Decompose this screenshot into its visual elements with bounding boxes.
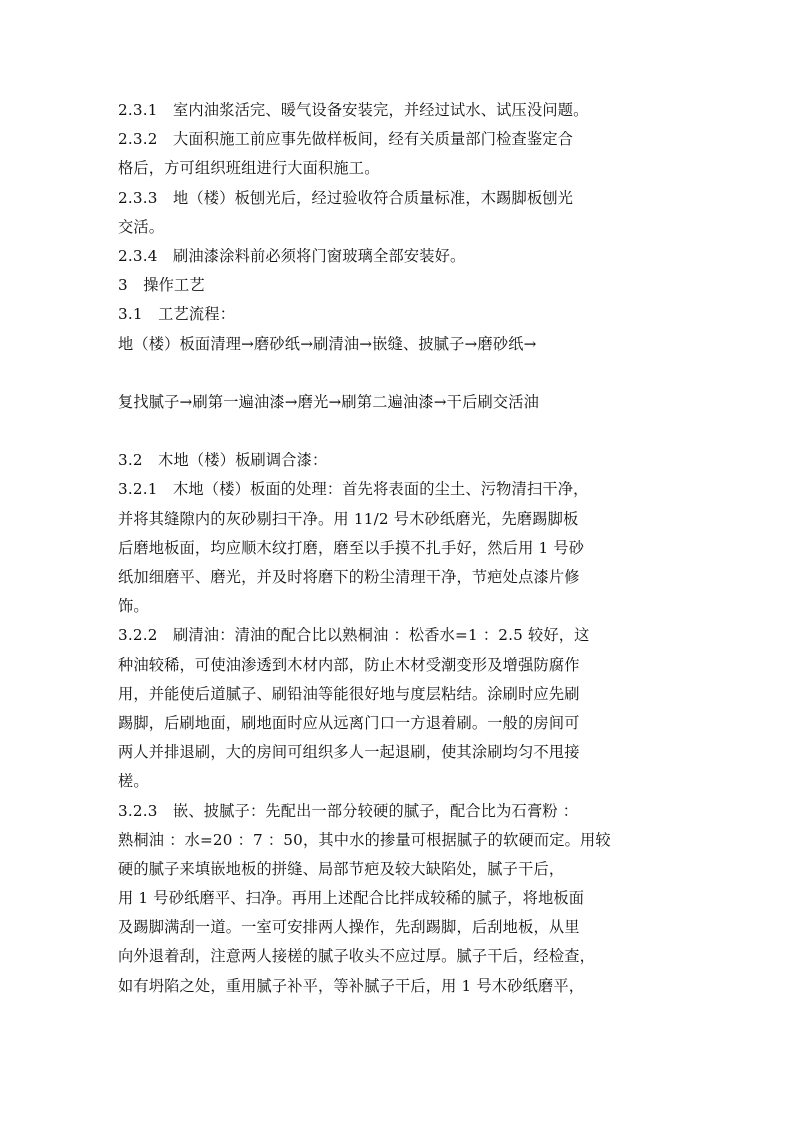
text-line: 熟桐油 ：水=20 ：7 ：50，其中水的掺量可根据腻子的软硬而定。用较 bbox=[118, 830, 611, 849]
text-line: 交活。 bbox=[118, 217, 165, 236]
section-heading: 3 操作工艺 bbox=[118, 276, 205, 295]
text-line: 两人并排退刷，大的房间可组织多人一起退刷，使其涂刷均匀不甩接 bbox=[118, 743, 580, 762]
text-line: 3.2.3 嵌、披腻子：先配出一部分较硬的腻子，配合比为石膏粉 ： bbox=[118, 801, 579, 820]
text-line: 及踢脚满刮一道。一室可安排两人操作，先刮踢脚，后刮地板，从里 bbox=[118, 918, 580, 937]
subsection-heading: 3.1 工艺流程： bbox=[118, 305, 236, 324]
text-line: 种油较稀，可使油渗透到木材内部，防止木材受潮变形及增强防腐作 bbox=[118, 655, 580, 674]
process-flow-line: 地（楼）板面清理→磨砂纸→刷清油→嵌缝、披腻子→磨砂纸→ bbox=[118, 334, 537, 353]
text-line: 并将其缝隙内的灰砂剔扫干净。用 11/2 号木砂纸磨光，先磨踢脚板 bbox=[118, 509, 579, 528]
process-flow-line: 复找腻子→刷第一遍油漆→磨光→刷第二遍油漆→干后刷交活油 bbox=[118, 392, 540, 411]
text-line: 2.3.4 刷油漆涂料前必须将门窗玻璃全部安装好。 bbox=[118, 246, 466, 265]
subsection-heading: 3.2 木地（楼）板刷调合漆： bbox=[118, 451, 328, 470]
text-line: 硬的腻子来填嵌地板的拼缝、局部节疤及较大缺陷处，腻子干后， bbox=[118, 859, 565, 878]
text-line: 2.3.2 大面积施工前应事先做样板间，经有关质量部门检查鉴定合 bbox=[118, 130, 574, 149]
text-line: 2.3.1 室内油浆活完、暖气设备安装完，并经过试水、试压没问题。 bbox=[118, 101, 589, 119]
text-line: 2.3.3 地（楼）板刨光后，经过验收符合质量标准，木踢脚板刨光 bbox=[118, 188, 574, 207]
text-line: 饰。 bbox=[118, 597, 149, 616]
text-line: 格后，方可组织班组进行大面积施工。 bbox=[118, 159, 380, 178]
text-line: 3.2.1 木地（楼）板面的处理：首先将表面的尘土、污物清扫干净， bbox=[118, 480, 589, 499]
text-line: 向外退着刮，注意两人接槎的腻子收头不应过厚。腻子干后，经检查， bbox=[118, 947, 596, 966]
blank-line bbox=[118, 359, 678, 388]
text-line: 如有坍陷之处，重用腻子补平，等补腻子干后，用 1 号木砂纸磨平， bbox=[118, 976, 585, 995]
text-line: 纸加细磨平、磨光，并及时将磨下的粉尘清理干净，节疤处点漆片修 bbox=[118, 568, 580, 586]
text-line: 3.2.2 刷清油：清油的配合比以熟桐油 ：松香水=1 ：2.5 较好，这 bbox=[118, 626, 590, 645]
document-body bbox=[118, 96, 678, 1001]
text-line: 用，并能使后道腻子、刷铅油等能很好地与度层粘结。涂刷时应先刷 bbox=[118, 684, 580, 703]
text-line: 后磨地板面，均应顺木纹打磨，磨至以手摸不扎手好，然后用 1 号砂 bbox=[118, 538, 585, 557]
text-line: 槎。 bbox=[118, 772, 149, 791]
blank-line bbox=[118, 417, 678, 446]
text-line: 用 1 号砂纸磨平、扫净。再用上述配合比拌成较稀的腻子，将地板面 bbox=[118, 889, 585, 908]
text-line: 踢脚，后刷地面，刷地面时应从远离门口一方退着刷。一般的房间可 bbox=[118, 713, 580, 732]
